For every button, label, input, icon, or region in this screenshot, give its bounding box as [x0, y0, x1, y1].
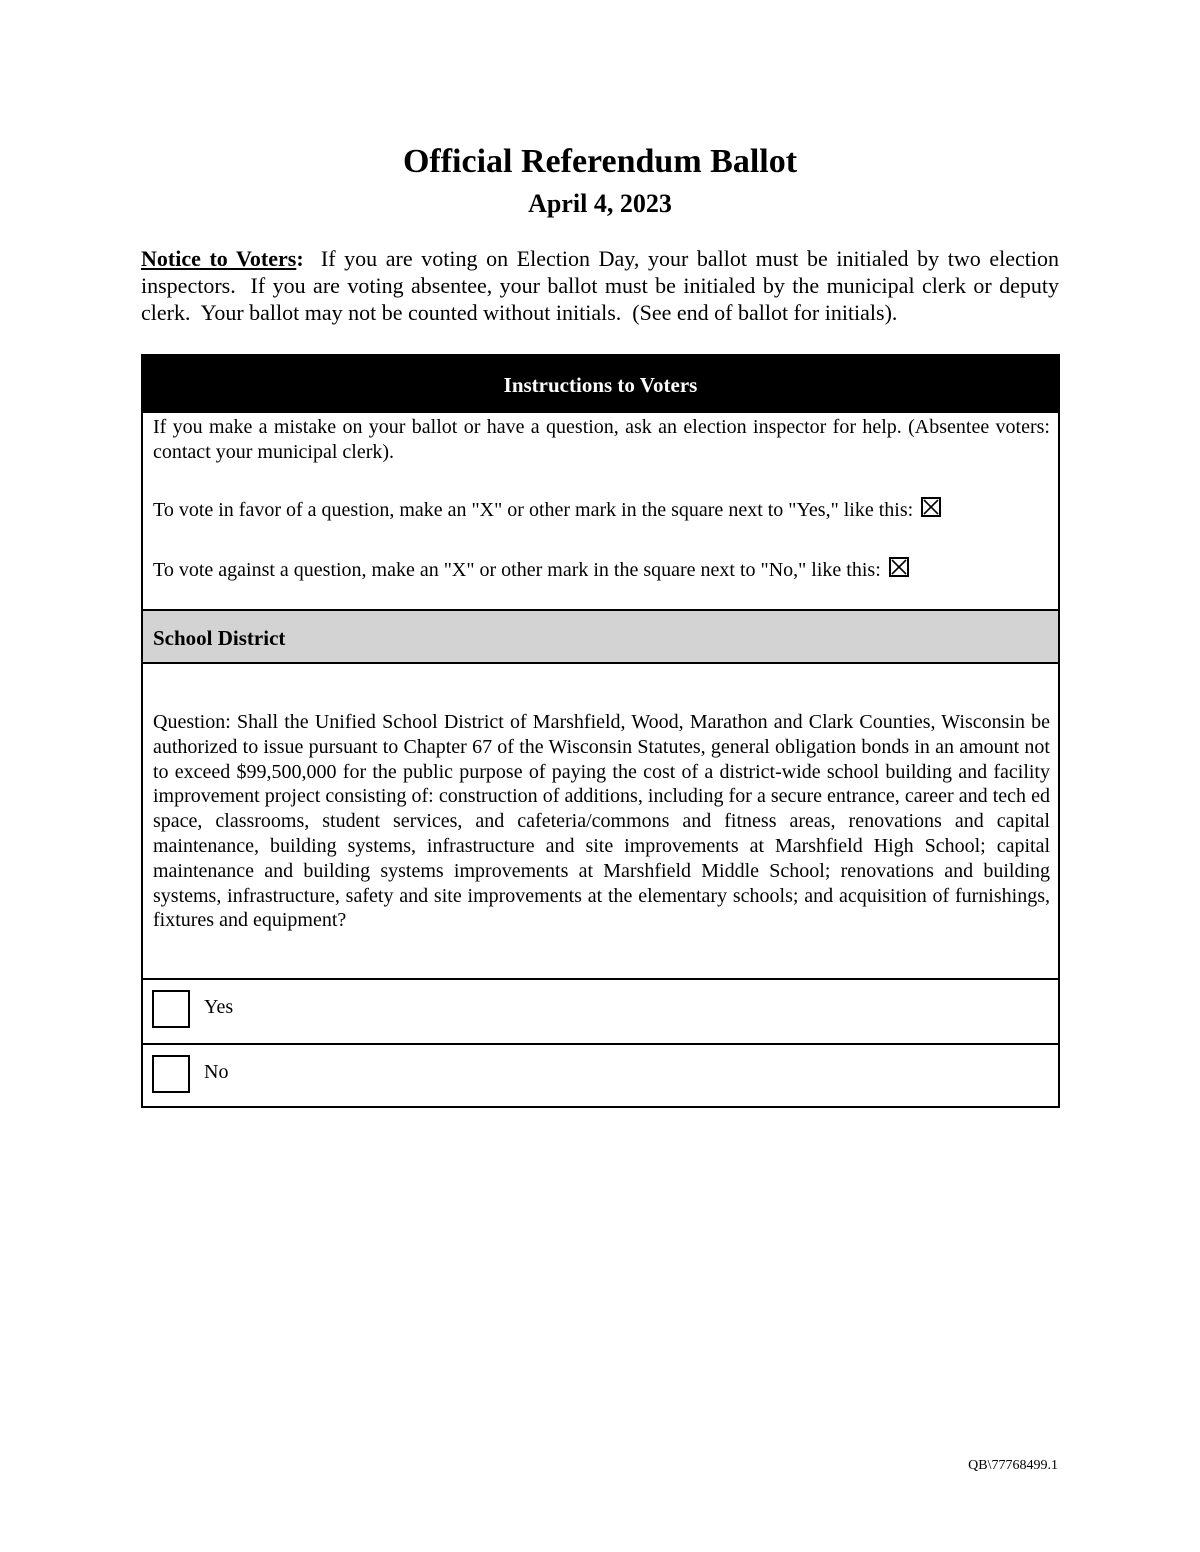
- yes-checkbox[interactable]: [152, 990, 190, 1028]
- ballot-title: Official Referendum Ballot: [402, 143, 798, 180]
- instructions-help-text: If you make a mistake on your ballot or have a question, ask an election inspector for help. (Absentee voters: contact your municipal clerk).: [153, 416, 1050, 463]
- sample-marked-box-icon: [889, 557, 909, 577]
- instructions-body: [143, 413, 1058, 611]
- instructions-vote-no-line: [153, 557, 1050, 583]
- notice-colon: :: [296, 246, 304, 271]
- notice-to-voters: [141, 245, 1065, 326]
- section-header-school-district: School District: [143, 611, 1058, 664]
- ballot-date: April 4, 2023: [528, 189, 672, 218]
- choice-row-no[interactable]: [143, 1043, 1058, 1107]
- no-label: No: [204, 1061, 229, 1083]
- vote-yes-text: To vote in favor of a question, make an "X" or other mark in the square next to "Yes," like this:: [153, 499, 914, 521]
- no-checkbox[interactable]: [152, 1055, 190, 1093]
- instructions-header: Instructions to Voters: [143, 356, 1058, 413]
- document-id: QB\77768499.1: [968, 1458, 1058, 1473]
- ballot-table: [141, 354, 1060, 1108]
- vote-no-text: To vote against a question, make an "X" or other mark in the square next to "No," like this:: [153, 559, 881, 581]
- choice-row-yes[interactable]: [143, 978, 1058, 1042]
- yes-label: Yes: [204, 996, 234, 1018]
- referendum-question: Question: Shall the Unified School District of Marshfield, Wood, Marathon and Clark Counties, Wisconsin be authorized to issue pursuant to Chapter 67 of the Wisconsin Statutes, general obligation bonds in an amount not to exceed $99,500,000 for the public purpose of paying the cost of a district-wide school building and facility improvement project consisting of: construction of additions, including for a secure entrance, career and tech ed space, classrooms, student services, and cafeteria/commons and fitness areas, renovations and capital maintenance, building systems, infrastructure and site improvements at Marshfield High School; capital maintenance and building systems improvements at Marshfield Middle School; renovations and building systems, infrastructure, safety and site improvements at the elementary schools; and acquisition of furnishings, fixtures and equipment?: [153, 711, 1050, 932]
- notice-text: If you are voting on Election Day, your ballot must be initialed by two election inspectors. If you are voting absentee, your ballot must be initialed by the municipal clerk or deputy clerk. Your ballot may not be counted without initials. (See end of ballot for initials).: [141, 246, 1065, 325]
- sample-marked-box-icon: [921, 497, 941, 517]
- instructions-vote-yes-line: [153, 497, 1050, 523]
- notice-label: Notice to Voters: [141, 246, 297, 271]
